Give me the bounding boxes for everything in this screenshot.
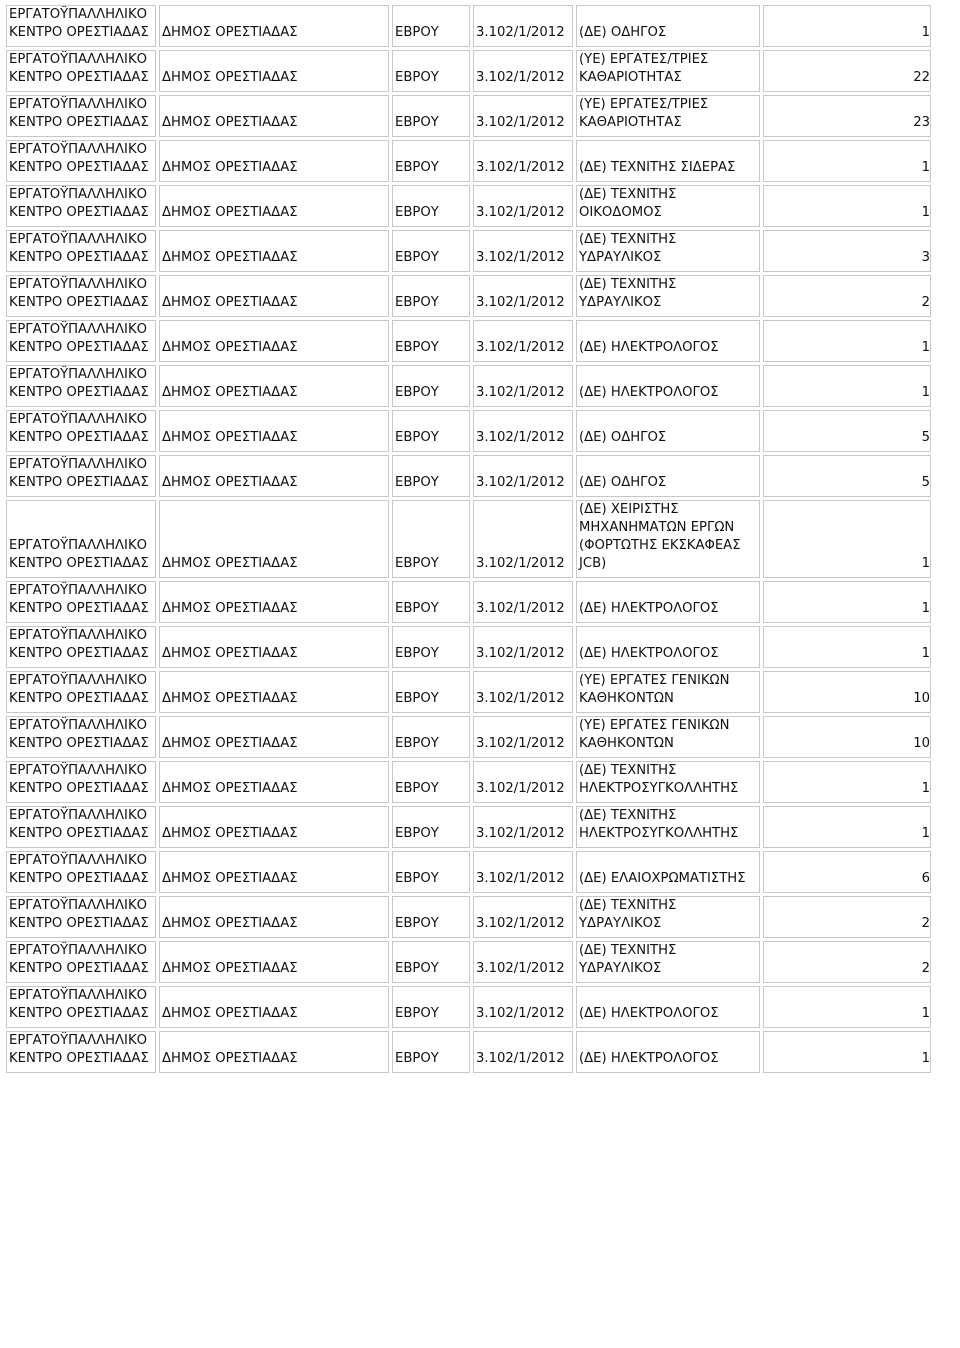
count-cell: 6 — [763, 851, 931, 893]
table-row — [6, 500, 931, 578]
prefecture-cell: ΕΒΡΟΥ — [392, 230, 470, 272]
service-cell: ΕΡΓΑΤΟΫΠΑΛΛΗΛΙΚΟ ΚΕΝΤΡΟ ΟΡΕΣΤΙΑΔΑΣ — [6, 761, 156, 803]
municipality-cell: ΔΗΜΟΣ ΟΡΕΣΤΙΑΔΑΣ — [159, 365, 389, 407]
count-cell: 1 — [763, 986, 931, 1028]
prefecture-cell: ΕΒΡΟΥ — [392, 761, 470, 803]
count-cell: 1 — [763, 500, 931, 578]
prefecture-cell: ΕΒΡΟΥ — [392, 716, 470, 758]
prefecture-cell: ΕΒΡΟΥ — [392, 185, 470, 227]
municipality-cell: ΔΗΜΟΣ ΟΡΕΣΤΙΑΔΑΣ — [159, 761, 389, 803]
count-cell: 1 — [763, 365, 931, 407]
table-row — [6, 1031, 931, 1073]
municipality-cell: ΔΗΜΟΣ ΟΡΕΣΤΙΑΔΑΣ — [159, 185, 389, 227]
municipality-cell: ΔΗΜΟΣ ΟΡΕΣΤΙΑΔΑΣ — [159, 95, 389, 137]
municipality-cell: ΔΗΜΟΣ ΟΡΕΣΤΙΑΔΑΣ — [159, 806, 389, 848]
table-row — [6, 941, 931, 983]
positions-table — [3, 2, 934, 1076]
prefecture-cell: ΕΒΡΟΥ — [392, 1031, 470, 1073]
prefecture-cell: ΕΒΡΟΥ — [392, 626, 470, 668]
specialty-cell: (ΔΕ) ΟΔΗΓΟΣ — [576, 410, 760, 452]
municipality-cell: ΔΗΜΟΣ ΟΡΕΣΤΙΑΔΑΣ — [159, 230, 389, 272]
decision-cell: 3.102/1/2012 — [473, 1031, 573, 1073]
prefecture-cell: ΕΒΡΟΥ — [392, 275, 470, 317]
municipality-cell: ΔΗΜΟΣ ΟΡΕΣΤΙΑΔΑΣ — [159, 986, 389, 1028]
decision-cell: 3.102/1/2012 — [473, 500, 573, 578]
count-cell: 10 — [763, 716, 931, 758]
decision-cell: 3.102/1/2012 — [473, 716, 573, 758]
decision-cell: 3.102/1/2012 — [473, 275, 573, 317]
prefecture-cell: ΕΒΡΟΥ — [392, 365, 470, 407]
specialty-cell: (ΥΕ) ΕΡΓΑΤΕΣ/ΤΡΙΕΣ ΚΑΘΑΡΙΟΤΗΤΑΣ — [576, 50, 760, 92]
table-row — [6, 986, 931, 1028]
table-row — [6, 185, 931, 227]
specialty-cell: (ΔΕ) ΟΔΗΓΟΣ — [576, 5, 760, 47]
prefecture-cell: ΕΒΡΟΥ — [392, 851, 470, 893]
prefecture-cell: ΕΒΡΟΥ — [392, 986, 470, 1028]
service-cell: ΕΡΓΑΤΟΫΠΑΛΛΗΛΙΚΟ ΚΕΝΤΡΟ ΟΡΕΣΤΙΑΔΑΣ — [6, 581, 156, 623]
specialty-cell: (ΔΕ) ΟΔΗΓΟΣ — [576, 455, 760, 497]
municipality-cell: ΔΗΜΟΣ ΟΡΕΣΤΙΑΔΑΣ — [159, 275, 389, 317]
decision-cell: 3.102/1/2012 — [473, 671, 573, 713]
table-row — [6, 851, 931, 893]
specialty-cell: (ΔΕ) ΤΕΧΝΙΤΗΣ ΣΙΔΕΡΑΣ — [576, 140, 760, 182]
municipality-cell: ΔΗΜΟΣ ΟΡΕΣΤΙΑΔΑΣ — [159, 1031, 389, 1073]
municipality-cell: ΔΗΜΟΣ ΟΡΕΣΤΙΑΔΑΣ — [159, 851, 389, 893]
prefecture-cell: ΕΒΡΟΥ — [392, 896, 470, 938]
specialty-cell: (ΔΕ) ΤΕΧΝΙΤΗΣ ΗΛΕΚΤΡΟΣΥΓΚΟΛΛΗΤΗΣ — [576, 806, 760, 848]
service-cell: ΕΡΓΑΤΟΫΠΑΛΛΗΛΙΚΟ ΚΕΝΤΡΟ ΟΡΕΣΤΙΑΔΑΣ — [6, 626, 156, 668]
service-cell: ΕΡΓΑΤΟΫΠΑΛΛΗΛΙΚΟ ΚΕΝΤΡΟ ΟΡΕΣΤΙΑΔΑΣ — [6, 230, 156, 272]
decision-cell: 3.102/1/2012 — [473, 806, 573, 848]
table-row — [6, 806, 931, 848]
table-row — [6, 365, 931, 407]
decision-cell: 3.102/1/2012 — [473, 5, 573, 47]
count-cell: 3 — [763, 230, 931, 272]
count-cell: 2 — [763, 275, 931, 317]
decision-cell: 3.102/1/2012 — [473, 320, 573, 362]
decision-cell: 3.102/1/2012 — [473, 50, 573, 92]
service-cell: ΕΡΓΑΤΟΫΠΑΛΛΗΛΙΚΟ ΚΕΝΤΡΟ ΟΡΕΣΤΙΑΔΑΣ — [6, 140, 156, 182]
specialty-cell: (ΥΕ) ΕΡΓΑΤΕΣ ΓΕΝΙΚΩΝ ΚΑΘΗΚΟΝΤΩΝ — [576, 671, 760, 713]
count-cell: 10 — [763, 671, 931, 713]
specialty-cell: (ΔΕ) ΤΕΧΝΙΤΗΣ ΥΔΡΑΥΛΙΚΟΣ — [576, 230, 760, 272]
count-cell: 22 — [763, 50, 931, 92]
count-cell: 1 — [763, 320, 931, 362]
table-row — [6, 275, 931, 317]
prefecture-cell: ΕΒΡΟΥ — [392, 320, 470, 362]
prefecture-cell: ΕΒΡΟΥ — [392, 500, 470, 578]
count-cell: 1 — [763, 626, 931, 668]
municipality-cell: ΔΗΜΟΣ ΟΡΕΣΤΙΑΔΑΣ — [159, 941, 389, 983]
decision-cell: 3.102/1/2012 — [473, 941, 573, 983]
service-cell: ΕΡΓΑΤΟΫΠΑΛΛΗΛΙΚΟ ΚΕΝΤΡΟ ΟΡΕΣΤΙΑΔΑΣ — [6, 95, 156, 137]
count-cell: 5 — [763, 455, 931, 497]
specialty-cell: (ΔΕ) ΤΕΧΝΙΤΗΣ ΟΙΚΟΔΟΜΟΣ — [576, 185, 760, 227]
table-row — [6, 5, 931, 47]
specialty-cell: (ΔΕ) ΧΕΙΡΙΣΤΗΣ ΜΗΧΑΝΗΜΑΤΩΝ ΕΡΓΩΝ (ΦΟΡΤΩΤΗΣ ΕΚΣΚΑΦΕΑΣ JCB) — [576, 500, 760, 578]
count-cell: 1 — [763, 806, 931, 848]
specialty-cell: (ΥΕ) ΕΡΓΑΤΕΣ/ΤΡΙΕΣ ΚΑΘΑΡΙΟΤΗΤΑΣ — [576, 95, 760, 137]
municipality-cell: ΔΗΜΟΣ ΟΡΕΣΤΙΑΔΑΣ — [159, 320, 389, 362]
table-row — [6, 230, 931, 272]
prefecture-cell: ΕΒΡΟΥ — [392, 806, 470, 848]
decision-cell: 3.102/1/2012 — [473, 896, 573, 938]
service-cell: ΕΡΓΑΤΟΫΠΑΛΛΗΛΙΚΟ ΚΕΝΤΡΟ ΟΡΕΣΤΙΑΔΑΣ — [6, 320, 156, 362]
service-cell: ΕΡΓΑΤΟΫΠΑΛΛΗΛΙΚΟ ΚΕΝΤΡΟ ΟΡΕΣΤΙΑΔΑΣ — [6, 5, 156, 47]
prefecture-cell: ΕΒΡΟΥ — [392, 410, 470, 452]
municipality-cell: ΔΗΜΟΣ ΟΡΕΣΤΙΑΔΑΣ — [159, 455, 389, 497]
service-cell: ΕΡΓΑΤΟΫΠΑΛΛΗΛΙΚΟ ΚΕΝΤΡΟ ΟΡΕΣΤΙΑΔΑΣ — [6, 185, 156, 227]
service-cell: ΕΡΓΑΤΟΫΠΑΛΛΗΛΙΚΟ ΚΕΝΤΡΟ ΟΡΕΣΤΙΑΔΑΣ — [6, 365, 156, 407]
service-cell: ΕΡΓΑΤΟΫΠΑΛΛΗΛΙΚΟ ΚΕΝΤΡΟ ΟΡΕΣΤΙΑΔΑΣ — [6, 410, 156, 452]
specialty-cell: (ΔΕ) ΗΛΕΚΤΡΟΛΟΓΟΣ — [576, 581, 760, 623]
service-cell: ΕΡΓΑΤΟΫΠΑΛΛΗΛΙΚΟ ΚΕΝΤΡΟ ΟΡΕΣΤΙΑΔΑΣ — [6, 455, 156, 497]
table-row — [6, 671, 931, 713]
decision-cell: 3.102/1/2012 — [473, 851, 573, 893]
decision-cell: 3.102/1/2012 — [473, 95, 573, 137]
count-cell: 5 — [763, 410, 931, 452]
count-cell: 1 — [763, 140, 931, 182]
specialty-cell: (ΔΕ) ΗΛΕΚΤΡΟΛΟΓΟΣ — [576, 626, 760, 668]
municipality-cell: ΔΗΜΟΣ ΟΡΕΣΤΙΑΔΑΣ — [159, 500, 389, 578]
specialty-cell: (ΥΕ) ΕΡΓΑΤΕΣ ΓΕΝΙΚΩΝ ΚΑΘΗΚΟΝΤΩΝ — [576, 716, 760, 758]
table-row — [6, 320, 931, 362]
count-cell: 1 — [763, 5, 931, 47]
service-cell: ΕΡΓΑΤΟΫΠΑΛΛΗΛΙΚΟ ΚΕΝΤΡΟ ΟΡΕΣΤΙΑΔΑΣ — [6, 1031, 156, 1073]
positions-table-body — [6, 5, 931, 1073]
specialty-cell: (ΔΕ) ΤΕΧΝΙΤΗΣ ΥΔΡΑΥΛΙΚΟΣ — [576, 896, 760, 938]
count-cell: 1 — [763, 185, 931, 227]
service-cell: ΕΡΓΑΤΟΫΠΑΛΛΗΛΙΚΟ ΚΕΝΤΡΟ ΟΡΕΣΤΙΑΔΑΣ — [6, 671, 156, 713]
service-cell: ΕΡΓΑΤΟΫΠΑΛΛΗΛΙΚΟ ΚΕΝΤΡΟ ΟΡΕΣΤΙΑΔΑΣ — [6, 806, 156, 848]
municipality-cell: ΔΗΜΟΣ ΟΡΕΣΤΙΑΔΑΣ — [159, 581, 389, 623]
service-cell: ΕΡΓΑΤΟΫΠΑΛΛΗΛΙΚΟ ΚΕΝΤΡΟ ΟΡΕΣΤΙΑΔΑΣ — [6, 941, 156, 983]
table-row — [6, 626, 931, 668]
table-row — [6, 581, 931, 623]
decision-cell: 3.102/1/2012 — [473, 230, 573, 272]
prefecture-cell: ΕΒΡΟΥ — [392, 455, 470, 497]
decision-cell: 3.102/1/2012 — [473, 626, 573, 668]
service-cell: ΕΡΓΑΤΟΫΠΑΛΛΗΛΙΚΟ ΚΕΝΤΡΟ ΟΡΕΣΤΙΑΔΑΣ — [6, 500, 156, 578]
count-cell: 1 — [763, 761, 931, 803]
count-cell: 2 — [763, 941, 931, 983]
table-row — [6, 410, 931, 452]
decision-cell: 3.102/1/2012 — [473, 365, 573, 407]
prefecture-cell: ΕΒΡΟΥ — [392, 95, 470, 137]
municipality-cell: ΔΗΜΟΣ ΟΡΕΣΤΙΑΔΑΣ — [159, 5, 389, 47]
municipality-cell: ΔΗΜΟΣ ΟΡΕΣΤΙΑΔΑΣ — [159, 410, 389, 452]
service-cell: ΕΡΓΑΤΟΫΠΑΛΛΗΛΙΚΟ ΚΕΝΤΡΟ ΟΡΕΣΤΙΑΔΑΣ — [6, 851, 156, 893]
prefecture-cell: ΕΒΡΟΥ — [392, 941, 470, 983]
specialty-cell: (ΔΕ) ΗΛΕΚΤΡΟΛΟΓΟΣ — [576, 320, 760, 362]
prefecture-cell: ΕΒΡΟΥ — [392, 5, 470, 47]
specialty-cell: (ΔΕ) ΗΛΕΚΤΡΟΛΟΓΟΣ — [576, 1031, 760, 1073]
service-cell: ΕΡΓΑΤΟΫΠΑΛΛΗΛΙΚΟ ΚΕΝΤΡΟ ΟΡΕΣΤΙΑΔΑΣ — [6, 50, 156, 92]
table-row — [6, 761, 931, 803]
table-row — [6, 455, 931, 497]
specialty-cell: (ΔΕ) ΤΕΧΝΙΤΗΣ ΥΔΡΑΥΛΙΚΟΣ — [576, 941, 760, 983]
table-row — [6, 95, 931, 137]
count-cell: 1 — [763, 581, 931, 623]
municipality-cell: ΔΗΜΟΣ ΟΡΕΣΤΙΑΔΑΣ — [159, 896, 389, 938]
decision-cell: 3.102/1/2012 — [473, 455, 573, 497]
table-row — [6, 140, 931, 182]
prefecture-cell: ΕΒΡΟΥ — [392, 50, 470, 92]
specialty-cell: (ΔΕ) ΕΛΑΙΟΧΡΩΜΑΤΙΣΤΗΣ — [576, 851, 760, 893]
count-cell: 23 — [763, 95, 931, 137]
specialty-cell: (ΔΕ) ΗΛΕΚΤΡΟΛΟΓΟΣ — [576, 365, 760, 407]
municipality-cell: ΔΗΜΟΣ ΟΡΕΣΤΙΑΔΑΣ — [159, 716, 389, 758]
service-cell: ΕΡΓΑΤΟΫΠΑΛΛΗΛΙΚΟ ΚΕΝΤΡΟ ΟΡΕΣΤΙΑΔΑΣ — [6, 986, 156, 1028]
municipality-cell: ΔΗΜΟΣ ΟΡΕΣΤΙΑΔΑΣ — [159, 140, 389, 182]
municipality-cell: ΔΗΜΟΣ ΟΡΕΣΤΙΑΔΑΣ — [159, 50, 389, 92]
municipality-cell: ΔΗΜΟΣ ΟΡΕΣΤΙΑΔΑΣ — [159, 671, 389, 713]
table-row — [6, 716, 931, 758]
decision-cell: 3.102/1/2012 — [473, 185, 573, 227]
table-row — [6, 50, 931, 92]
prefecture-cell: ΕΒΡΟΥ — [392, 140, 470, 182]
service-cell: ΕΡΓΑΤΟΫΠΑΛΛΗΛΙΚΟ ΚΕΝΤΡΟ ΟΡΕΣΤΙΑΔΑΣ — [6, 716, 156, 758]
decision-cell: 3.102/1/2012 — [473, 140, 573, 182]
municipality-cell: ΔΗΜΟΣ ΟΡΕΣΤΙΑΔΑΣ — [159, 626, 389, 668]
decision-cell: 3.102/1/2012 — [473, 581, 573, 623]
count-cell: 2 — [763, 896, 931, 938]
prefecture-cell: ΕΒΡΟΥ — [392, 581, 470, 623]
specialty-cell: (ΔΕ) ΤΕΧΝΙΤΗΣ ΥΔΡΑΥΛΙΚΟΣ — [576, 275, 760, 317]
decision-cell: 3.102/1/2012 — [473, 761, 573, 803]
decision-cell: 3.102/1/2012 — [473, 986, 573, 1028]
service-cell: ΕΡΓΑΤΟΫΠΑΛΛΗΛΙΚΟ ΚΕΝΤΡΟ ΟΡΕΣΤΙΑΔΑΣ — [6, 275, 156, 317]
count-cell: 1 — [763, 1031, 931, 1073]
prefecture-cell: ΕΒΡΟΥ — [392, 671, 470, 713]
decision-cell: 3.102/1/2012 — [473, 410, 573, 452]
table-row — [6, 896, 931, 938]
specialty-cell: (ΔΕ) ΤΕΧΝΙΤΗΣ ΗΛΕΚΤΡΟΣΥΓΚΟΛΛΗΤΗΣ — [576, 761, 760, 803]
specialty-cell: (ΔΕ) ΗΛΕΚΤΡΟΛΟΓΟΣ — [576, 986, 760, 1028]
service-cell: ΕΡΓΑΤΟΫΠΑΛΛΗΛΙΚΟ ΚΕΝΤΡΟ ΟΡΕΣΤΙΑΔΑΣ — [6, 896, 156, 938]
